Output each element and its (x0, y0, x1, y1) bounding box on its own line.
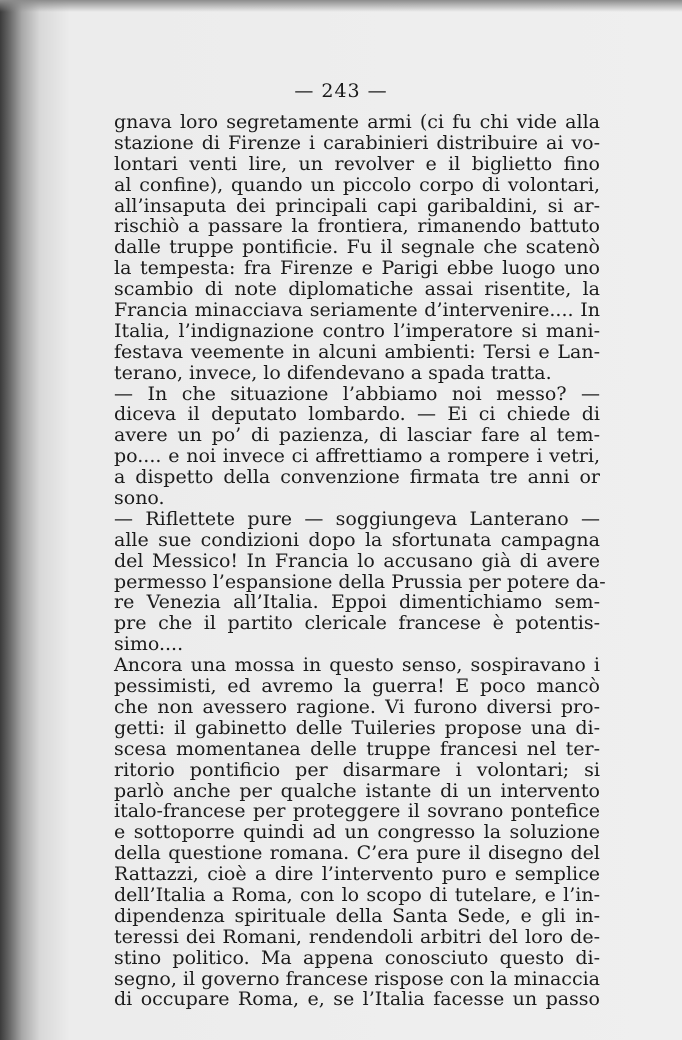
text-line: Ancora una mossa in questo senso, sospiravano i (114, 654, 600, 677)
text-line: segno, il governo francese rispose con la minaccia (114, 967, 600, 990)
text-line: festava veemente in alcuni ambienti: Tersi e Lan- (114, 340, 600, 363)
text-line: della questione romana. C’era pure il disegno del (114, 842, 600, 865)
text-line: avere un po’ di pazienza, di lasciar fare al tem- (114, 424, 600, 447)
text-line: dalle truppe pontificie. Fu il segnale che scatenò (114, 236, 600, 259)
text-line: — Riflettete pure — soggiungeva Lanterano — (114, 507, 600, 530)
text-line: stino politico. Ma appena conosciuto questo di- (114, 946, 600, 969)
text-line: al confine), quando un piccolo corpo di volontari, (114, 173, 600, 196)
text-line: la tempesta: fra Firenze e Parigi ebbe luogo uno (114, 257, 600, 280)
page-top-shadow (0, 0, 682, 12)
text-line: a dispetto della convenzione firmata tre anni or (114, 466, 600, 489)
text-line: dipendenza spirituale della Santa Sede, e gli in- (114, 904, 600, 927)
text-line: Italia, l’indignazione contro l’imperatore si mani- (114, 319, 600, 342)
text-line: pre che il partito clericale francese è potentis- (114, 612, 600, 635)
text-line: teressi dei Romani, rendendoli arbitri del loro de- (114, 925, 600, 948)
text-line: gnava loro segretamente armi (ci fu chi vide alla (114, 111, 600, 133)
text-line: Francia minacciava seriamente d’intervenire.... In (114, 299, 600, 322)
text-line: Rattazzi, cioè a dire l’intervento puro e semplice (114, 863, 600, 886)
text-line: terano, invece, lo difendevano a spada tratta. (114, 361, 552, 384)
text-line: getti: il gabinetto delle Tuileries propose una di- (114, 716, 600, 739)
text-line: sono. (114, 487, 165, 510)
text-line: alle sue condizioni dopo la sfortunata campagna (114, 528, 600, 551)
text-line: e sottoporre quindi ad un congresso la soluzione (114, 821, 600, 844)
text-line: parlò anche per qualche istante di un intervento (114, 779, 600, 802)
text-line: del Messico! In Francia lo accusano già di avere (114, 549, 600, 572)
text-line: che non avessero ragione. Vi furono diversi pro- (114, 695, 600, 718)
text-line: pessimisti, ed avremo la guerra! E poco mancò (114, 675, 600, 698)
text-line: scambio di note diplomatiche assai risentite, la (114, 278, 600, 301)
text-line: diceva il deputato lombardo. — Ei ci chiede di (114, 403, 600, 426)
text-line: permesso l’espansione della Prussia per potere da- (114, 570, 606, 593)
text-line: italo-francese per proteggere il sovrano pontefice (114, 800, 600, 823)
text-line: ritorio pontificio per disarmare i volontari; si (114, 758, 600, 781)
text-line: stazione di Firenze i carabinieri distribuire ai vo- (114, 131, 600, 154)
text-line: po.... e noi invece ci affrettiamo a rompere i vetri, (114, 445, 600, 468)
text-line: dell’Italia a Roma, con lo scopo di tutelare, e l’in- (114, 883, 600, 906)
text-line: lontari venti lire, un revolver e il biglietto fino (114, 152, 600, 175)
body-text (114, 111, 606, 1011)
text-line: scesa momentanea delle truppe francesi nel ter- (114, 737, 600, 760)
text-line: simo.... (114, 633, 184, 656)
text-line: re Venezia all’Italia. Eppoi dimentichiamo sem- (114, 591, 600, 614)
text-line: rischiò a passare la frontiera, rimanendo battuto (114, 215, 600, 238)
page-number: — 243 — (294, 80, 388, 102)
text-line: all’insaputa dei principali capi garibaldini, si ar- (114, 194, 600, 217)
text-line: — In che situazione l’abbiamo noi messo? — (114, 382, 600, 405)
text-line: di occupare Roma, e, se l’Italia facesse un passo (114, 988, 600, 1011)
